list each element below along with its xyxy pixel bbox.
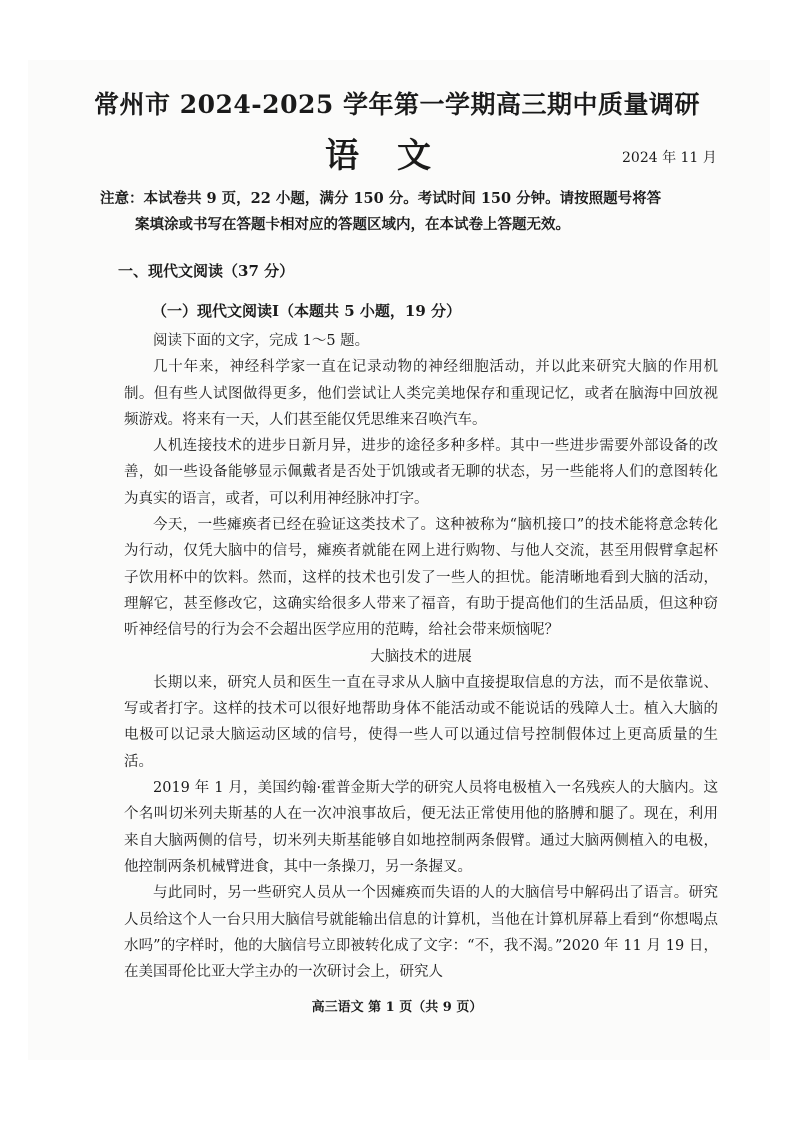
- notice-line-2: 案填涂或书写在答题卡相对应的答题区域内，在本试卷上答题无效。: [135, 216, 570, 233]
- subsection-title: （一）现代文阅读Ⅰ（本题共 5 小题，19 分）: [152, 302, 461, 320]
- passage-paragraph: 几十年来，神经科学家一直在记录动物的神经细胞活动，并以此来研究大脑的作用机制。但有些人试图做得更多，他们尝试让人类完美地保存和重现记忆，或者在脑海中回放视频游戏。将来有一天，人们甚至能仅凭思维来召唤汽车。: [124, 359, 718, 428]
- exam-title: 常州市 2024-2025 学年第一学期高三期中质量调研: [94, 90, 700, 119]
- section-title: 一、现代文阅读（37 分）: [118, 262, 295, 280]
- passage-paragraph: 今天，一些瘫痪者已经在验证这类技术了。这种被称为“脑机接口”的技术能将意念转化为行动，仅凭大脑中的信号，瘫痪者就能在网上进行购物、与他人交流，甚至用假臂拿起杯子饮用杯中的饮料。然而，这样的技术也引发了一些人的担忧。能清晰地看到大脑的活动，理解它，甚至修改它，这确实给很多人带来了福音，有助于提高他们的生活品质，但这种窃听神经信号的行为会不会超出医学应用的范畴，给社会带来烦恼呢？: [124, 517, 718, 639]
- notice-line-1: 注意：本试卷共 9 页，22 小题，满分 150 分。考试时间 150 分钟。请按照题号将答: [100, 190, 662, 207]
- reading-passage: [124, 328, 718, 985]
- exam-date: 2024 年 11 月: [622, 150, 717, 166]
- subject-title: 语文: [325, 136, 469, 176]
- passage-paragraph: 与此同时，另一些研究人员从一个因瘫痪而失语的人的大脑信号中解码出了语言。研究人员给这个人一台只用大脑信号就能输出信息的计算机，当他在计算机屏幕上看到“你想喝点水吗”的字样时，他的大脑信号立即被转化成了文字：“不，我不渴。”2020 年 11 月 19 日，在美国哥伦比亚大学主办的一次研讨会上，研究人: [124, 885, 718, 981]
- passage-paragraph: 2019 年 1 月，美国约翰·霍普金斯大学的研究人员将电极植入一名残疾人的大脑内。这个名叫切米列夫斯基的人在一次冲浪事故后，便无法正常使用他的胳膊和腿了。现在，利用来自大脑两侧的信号，切米列夫斯基能够自如地控制两条假臂。通过大脑两侧植入的电极，他控制两条机械臂进食，其中一条操刀，另一条握叉。: [124, 780, 718, 875]
- passage-paragraph: 人机连接技术的进步日新月异，进步的途径多种多样。其中一些进步需要外部设备的改善，如一些设备能够显示佩戴者是否处于饥饿或者无聊的状态，另一些能将人们的意图转化为真实的语言，或者，可以利用神经脉冲打字。: [124, 438, 718, 507]
- passage-paragraph: 长期以来，研究人员和医生一直在寻求从人脑中直接提取信息的方法，而不是依靠说、写或者打字。这样的技术可以很好地帮助身体不能活动或不能说话的残障人士。植入大脑的电极可以记录大脑运动区域的信号，使得一些人可以通过信号控制假体过上更高质量的生活。: [124, 674, 718, 770]
- exam-notice: [100, 186, 720, 238]
- passage-instruction: 阅读下面的文字，完成 1～5 题。: [153, 333, 370, 349]
- passage-subheading: 大脑技术的进展: [370, 648, 472, 665]
- page-footer: 高三语文 第 1 页（共 9 页）: [311, 1000, 483, 1015]
